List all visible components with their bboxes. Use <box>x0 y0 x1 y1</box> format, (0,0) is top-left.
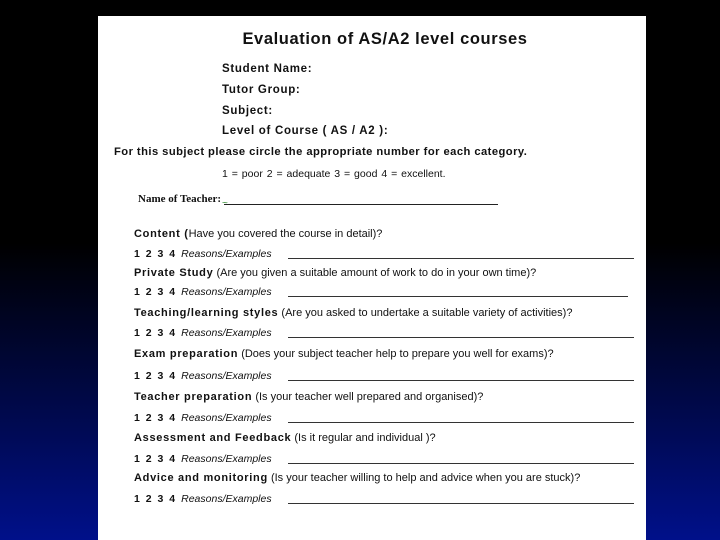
level-of-course-field: Level of Course ( AS / A2 ): <box>222 125 389 137</box>
tutor-group-field: Tutor Group: <box>222 84 301 96</box>
reasons-label: Reasons/Examples <box>181 286 272 298</box>
reasons-line[interactable] <box>288 296 628 297</box>
section-advice-monitoring-rating-row[interactable] <box>134 493 272 505</box>
section-advice-monitoring-heading: Advice and monitoring (Is your teacher willing to help and advice when you are stuck)? <box>134 472 581 484</box>
reasons-line[interactable] <box>288 337 634 338</box>
section-assessment-feedback-heading: Assessment and Feedback (Is it regular and individual )? <box>134 432 436 444</box>
section-private-study-rating-row[interactable] <box>134 286 272 298</box>
teacher-name-label: Name of Teacher: <box>138 193 222 205</box>
rating-numbers[interactable]: 1 2 3 4 <box>134 248 176 260</box>
instruction-text: For this subject please circle the appropriate number for each category. <box>114 146 528 158</box>
form-title: Evaluation of AS/A2 level courses <box>242 30 528 48</box>
reasons-label: Reasons/Examples <box>181 248 272 260</box>
section-teacher-preparation-heading: Teacher preparation (Is your teacher well prepared and organised)? <box>134 391 484 403</box>
reasons-label: Reasons/Examples <box>181 327 272 339</box>
reasons-line[interactable] <box>288 258 634 259</box>
reasons-label: Reasons/Examples <box>181 412 272 424</box>
rating-numbers[interactable]: 1 2 3 4 <box>134 370 176 382</box>
section-teaching-styles-heading: Teaching/learning styles (Are you asked to undertake a suitable variety of activities)? <box>134 307 573 319</box>
section-private-study-heading: Private Study (Are you given a suitable amount of work to do in your own time)? <box>134 267 537 279</box>
rating-numbers[interactable]: 1 2 3 4 <box>134 412 176 424</box>
section-content-heading: Content (Have you covered the course in detail)? <box>134 228 383 240</box>
reasons-line[interactable] <box>288 503 634 504</box>
teacher-name-line[interactable] <box>224 204 498 205</box>
rating-numbers[interactable]: 1 2 3 4 <box>134 453 176 465</box>
reasons-label: Reasons/Examples <box>181 370 272 382</box>
student-name-field: Student Name: <box>222 63 313 75</box>
reasons-label: Reasons/Examples <box>181 493 272 505</box>
section-exam-preparation-rating-row[interactable] <box>134 370 272 382</box>
evaluation-form-page <box>98 16 646 540</box>
green-squiggle-mark: ~ <box>222 198 228 209</box>
rating-numbers[interactable]: 1 2 3 4 <box>134 327 176 339</box>
rating-scale-legend: 1 = poor 2 = adequate 3 = good 4 = excellent. <box>222 168 446 180</box>
section-teacher-preparation-rating-row[interactable] <box>134 412 272 424</box>
section-assessment-feedback-rating-row[interactable] <box>134 453 272 465</box>
reasons-line[interactable] <box>288 463 634 464</box>
reasons-line[interactable] <box>288 422 634 423</box>
section-content-rating-row[interactable] <box>134 248 272 260</box>
subject-field: Subject: <box>222 105 273 117</box>
reasons-label: Reasons/Examples <box>181 453 272 465</box>
reasons-line[interactable] <box>288 380 634 381</box>
rating-numbers[interactable]: 1 2 3 4 <box>134 493 176 505</box>
section-teaching-styles-rating-row[interactable] <box>134 327 272 339</box>
rating-numbers[interactable]: 1 2 3 4 <box>134 286 176 298</box>
section-exam-preparation-heading: Exam preparation (Does your subject teacher help to prepare you well for exams)? <box>134 348 554 360</box>
